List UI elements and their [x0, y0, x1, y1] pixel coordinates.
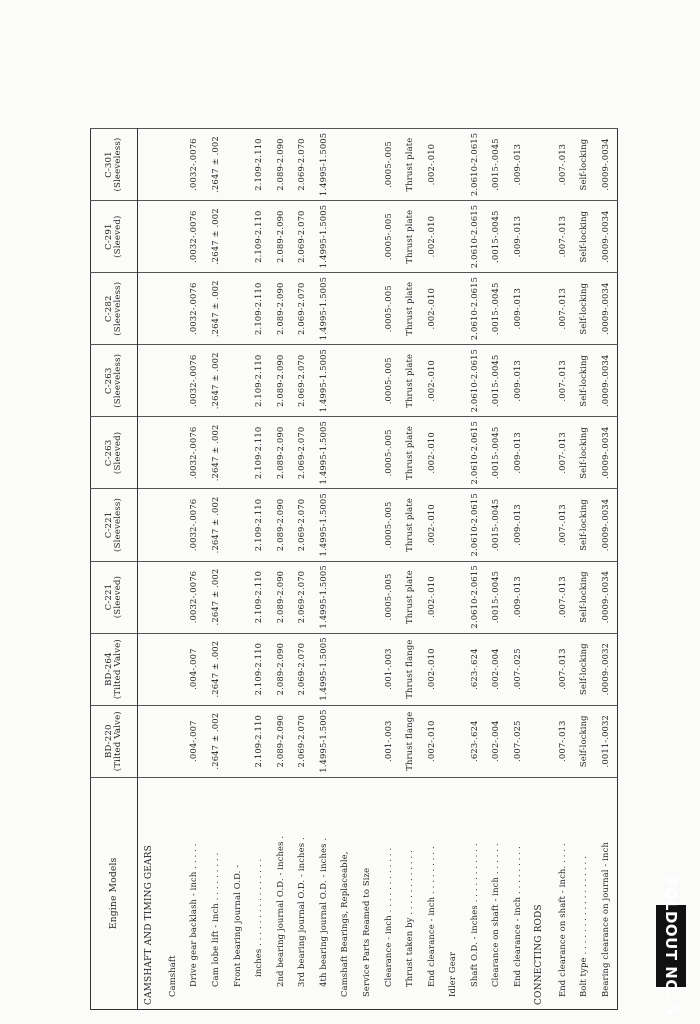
spec-value-cell: 2.109-2.110 [248, 705, 270, 777]
spec-value-cell [528, 633, 551, 705]
spec-value-cell: 2.109-2.110 [248, 417, 270, 489]
spec-value-cell: Self-locking [573, 129, 595, 201]
spec-value-cell: Self-locking [573, 273, 595, 345]
spec-value-cell [334, 345, 356, 417]
spec-value-cell [162, 345, 184, 417]
engine-model-variant: (Sleeveless) [113, 498, 123, 552]
spec-value-cell: .004-.007 [183, 633, 205, 705]
row-label: Shaft O.D. - inches . . . . . . . . . . . [464, 777, 486, 1009]
engine-model-name: C-263 [103, 439, 114, 467]
spec-value-cell [442, 273, 464, 345]
row-label: Idler Gear [442, 777, 464, 1009]
spec-value-cell: .007-.013 [551, 201, 573, 273]
spec-value-cell [138, 633, 162, 705]
spec-value-cell: Self-locking [573, 345, 595, 417]
table-row [248, 129, 270, 1010]
spec-value-cell: .009-.013 [507, 201, 529, 273]
spec-value-cell [334, 417, 356, 489]
spec-value-cell: .0015-.0045 [485, 129, 507, 201]
spec-value-cell: 1.4995-1.5005 [313, 489, 335, 561]
spec-value-cell [356, 273, 378, 345]
spec-value-cell: Self-locking [573, 417, 595, 489]
spec-value-cell [162, 489, 184, 561]
table-row [377, 129, 399, 1010]
spec-value-cell [138, 345, 162, 417]
spec-value-cell: .007-.025 [507, 705, 529, 777]
spec-value-cell: 2.069-2.070 [291, 201, 313, 273]
spec-value-cell: 2.0610-2.0615 [464, 489, 486, 561]
spec-value-cell [226, 633, 248, 705]
row-label: End clearance on shaft - inch. . . . . [551, 777, 573, 1009]
engine-model-header [91, 489, 138, 561]
spec-value-cell: .0005-.005 [377, 273, 399, 345]
spec-value-cell: .001-.003 [377, 633, 399, 705]
table-row [421, 129, 443, 1010]
spec-value-cell: 2.069-2.070 [291, 561, 313, 633]
spec-value-cell: 2.089-2.090 [270, 417, 292, 489]
spec-value-cell: Thrust plate [399, 561, 421, 633]
spec-value-cell: .007-.013 [551, 345, 573, 417]
table-body [138, 129, 618, 1010]
spec-value-cell [442, 705, 464, 777]
spec-value-cell: 1.4995-1.5005 [313, 417, 335, 489]
spec-value-cell: .007-.013 [551, 633, 573, 705]
spec-value-cell [442, 345, 464, 417]
foldout-tab [656, 876, 686, 1016]
spec-value-cell: 2.089-2.090 [270, 705, 292, 777]
spec-value-cell [528, 489, 551, 561]
spec-value-cell: .009-.013 [507, 561, 529, 633]
spec-value-cell: Thrust plate [399, 129, 421, 201]
spec-value-cell: .009-.013 [507, 273, 529, 345]
table-row [334, 129, 356, 1010]
engine-model-header [91, 273, 138, 345]
spec-value-cell: Self-locking [573, 705, 595, 777]
spec-value-cell [442, 129, 464, 201]
table-row [595, 129, 618, 1010]
row-label: Clearance on shaft - inch . . . . . . [485, 777, 507, 1009]
engine-model-variant: (Sleeved) [113, 215, 123, 258]
spec-value-cell [226, 201, 248, 273]
spec-value-cell: .623-.624 [464, 633, 486, 705]
spec-value-cell: Thrust plate [399, 489, 421, 561]
spec-value-cell: 2.089-2.090 [270, 345, 292, 417]
engine-model-variant: (Sleeveless) [113, 281, 123, 336]
spec-value-cell: .0032-.0076 [183, 489, 205, 561]
engine-model-name: C-282 [103, 295, 114, 323]
spec-value-cell: 2.089-2.090 [270, 633, 292, 705]
spec-value-cell [528, 561, 551, 633]
spec-value-cell: 2.089-2.090 [270, 561, 292, 633]
row-label: Cam lobe lift - inch . . . . . . . . . [205, 777, 227, 1009]
row-label: 4th bearing journal O.D. - inches . [313, 777, 335, 1009]
engine-model-header [91, 561, 138, 633]
spec-value-cell: .002-.010 [421, 273, 443, 345]
section-row [138, 129, 162, 1010]
spec-value-cell: 2.089-2.090 [270, 129, 292, 201]
spec-value-cell: 2.109-2.110 [248, 201, 270, 273]
spec-value-cell: 2.0610-2.0615 [464, 201, 486, 273]
spec-value-cell [528, 705, 551, 777]
spec-value-cell: .0005-.005 [377, 417, 399, 489]
spec-value-cell: 2.089-2.090 [270, 201, 292, 273]
spec-value-cell: 2.089-2.090 [270, 273, 292, 345]
spec-value-cell: 2.069-2.070 [291, 129, 313, 201]
spec-value-cell [334, 201, 356, 273]
spec-value-cell: 1.4995-1.5005 [313, 273, 335, 345]
spec-value-cell [528, 129, 551, 201]
spec-value-cell: 2.089-2.090 [270, 489, 292, 561]
spec-value-cell [528, 201, 551, 273]
table-header-row [91, 129, 138, 1010]
spec-value-cell: .0032-.0076 [183, 129, 205, 201]
spec-value-cell: 1.4995-1.5005 [313, 345, 335, 417]
spec-value-cell: .0005-.005 [377, 345, 399, 417]
spec-value-cell [356, 417, 378, 489]
spec-value-cell [356, 489, 378, 561]
engine-model-name: C-291 [103, 223, 114, 250]
spec-value-cell: .0015-.0045 [485, 489, 507, 561]
spec-value-cell: 2.0610-2.0615 [464, 561, 486, 633]
row-label: Bolt type . . . . . . . . . . . . . . . . . . [573, 777, 595, 1009]
engine-model-variant: (Sleeved) [113, 575, 123, 619]
spec-value-cell: .009-.013 [507, 345, 529, 417]
spec-value-cell: .0005-.005 [377, 201, 399, 273]
spec-value-cell [356, 705, 378, 777]
engine-model-name: BD-264 [103, 652, 114, 686]
row-label: Drive gear backlash - inch . . . . . [183, 777, 205, 1009]
row-label: End clearance - inch . . . . . . . . . [421, 777, 443, 1009]
spec-value-cell: Self-locking [573, 201, 595, 273]
engine-model-variant: (Tilted Valve) [113, 711, 123, 772]
spec-value-cell: 2.109-2.110 [248, 129, 270, 201]
spec-value-cell [528, 273, 551, 345]
spec-value-cell: .0032-.0076 [183, 417, 205, 489]
spec-value-cell: 1.4995-1.5005 [313, 129, 335, 201]
spec-value-cell: .623-.624 [464, 705, 486, 777]
spec-value-cell: .002-.010 [421, 345, 443, 417]
engine-model-variant: (Sleeveless) [113, 353, 123, 408]
spec-value-cell [162, 201, 184, 273]
spec-value-cell: .007-.013 [551, 489, 573, 561]
spec-value-cell [334, 273, 356, 345]
engine-model-name: C-301 [103, 151, 114, 178]
table-row [183, 129, 205, 1010]
table-row [464, 129, 486, 1010]
spec-value-cell [226, 489, 248, 561]
spec-value-cell [334, 129, 356, 201]
spec-value-cell: .0015-.0045 [485, 201, 507, 273]
spec-value-cell: 2.109-2.110 [248, 633, 270, 705]
spec-value-cell [442, 489, 464, 561]
spec-value-cell: .009-.013 [507, 489, 529, 561]
spec-value-cell: .002-.010 [421, 201, 443, 273]
spec-value-cell: 2.0610-2.0615 [464, 129, 486, 201]
spec-value-cell: 2.069-2.070 [291, 345, 313, 417]
spec-value-cell [528, 417, 551, 489]
spec-value-cell: Thrust plate [399, 417, 421, 489]
engine-model-header [91, 129, 138, 201]
table-row [270, 129, 292, 1010]
spec-value-cell: .2647 ± .002 [205, 489, 227, 561]
spec-value-cell [162, 129, 184, 201]
spec-value-cell [162, 273, 184, 345]
engine-model-variant: (Tilted Valve) [113, 639, 123, 700]
spec-value-cell: .0032-.0076 [183, 201, 205, 273]
spec-value-cell: .0015-.0045 [485, 345, 507, 417]
engine-model-variant: (Sleeveless) [113, 137, 123, 192]
spec-value-cell: .2647 ± .002 [205, 201, 227, 273]
spec-value-cell: .0009-.0034 [595, 561, 618, 633]
spec-value-cell [138, 201, 162, 273]
spec-value-cell: .0032-.0076 [183, 561, 205, 633]
engine-model-name: C-221 [103, 583, 114, 611]
spec-value-cell: 1.4995-1.5005 [313, 201, 335, 273]
row-label: Service Parts Reamed to Size [356, 777, 378, 1009]
spec-value-cell [334, 705, 356, 777]
spec-value-cell: .002-.010 [421, 129, 443, 201]
spec-value-cell [356, 561, 378, 633]
spec-value-cell: 2.069-2.070 [291, 489, 313, 561]
spec-value-cell: .002-.010 [421, 705, 443, 777]
engine-models-header: Engine Models [91, 777, 138, 1009]
spec-value-cell: 2.069-2.070 [291, 417, 313, 489]
spec-value-cell [138, 705, 162, 777]
spec-value-cell: Self-locking [573, 489, 595, 561]
spec-value-cell: .004-.007 [183, 705, 205, 777]
spec-value-cell: 2.109-2.110 [248, 273, 270, 345]
spec-value-cell: .007-.013 [551, 705, 573, 777]
engine-model-name: C-263 [103, 367, 114, 395]
spec-value-cell: .0005-.005 [377, 489, 399, 561]
table-row [226, 129, 248, 1010]
spec-value-cell: .2647 ± .002 [205, 705, 227, 777]
spec-value-cell: 1.4995-1.5005 [313, 705, 335, 777]
spec-value-cell: .0011-.0032 [595, 705, 618, 777]
spec-value-cell: .009-.013 [507, 417, 529, 489]
spec-value-cell: .001-.003 [377, 705, 399, 777]
table-row [573, 129, 595, 1010]
spec-value-cell [442, 201, 464, 273]
rotated-spec-sheet [90, 128, 618, 1010]
spec-value-cell: .002-.010 [421, 561, 443, 633]
spec-value-cell [226, 345, 248, 417]
table-row [442, 129, 464, 1010]
spec-value-cell: .0009-.0034 [595, 273, 618, 345]
foldout-label: FOLDOUT NO. 5 [662, 876, 681, 1016]
spec-value-cell: 1.4995-1.5005 [313, 633, 335, 705]
spec-value-cell: .0015-.0045 [485, 273, 507, 345]
spec-value-cell: .0009-.0034 [595, 201, 618, 273]
spec-value-cell [138, 273, 162, 345]
spec-value-cell: Thrust flange [399, 705, 421, 777]
table-row [399, 129, 421, 1010]
spec-value-cell: 2.0610-2.0615 [464, 417, 486, 489]
engine-model-header [91, 345, 138, 417]
spec-value-cell: .007-.013 [551, 417, 573, 489]
spec-value-cell: .2647 ± .002 [205, 345, 227, 417]
spec-value-cell: .002-.004 [485, 633, 507, 705]
spec-value-cell: .002-.010 [421, 633, 443, 705]
section-row [528, 129, 551, 1010]
spec-value-cell: .2647 ± .002 [205, 561, 227, 633]
spec-value-cell: .0009-.0034 [595, 417, 618, 489]
spec-value-cell: .007-.025 [507, 633, 529, 705]
row-label: Clearance - inch . . . . . . . . . . . . [377, 777, 399, 1009]
spec-value-cell: Self-locking [573, 633, 595, 705]
spec-value-cell [162, 705, 184, 777]
engine-model-name: C-221 [103, 511, 114, 539]
engine-model-header [91, 705, 138, 777]
engine-model-header [91, 417, 138, 489]
table-row [356, 129, 378, 1010]
spec-value-cell [356, 633, 378, 705]
spec-value-cell: Thrust plate [399, 345, 421, 417]
spec-value-cell: .0005-.005 [377, 561, 399, 633]
engine-model-name: BD-220 [103, 724, 114, 758]
spec-value-cell [442, 417, 464, 489]
spec-value-cell: Thrust flange [399, 633, 421, 705]
spec-value-cell [334, 489, 356, 561]
spec-value-cell [226, 417, 248, 489]
spec-value-cell: .007-.013 [551, 273, 573, 345]
spec-value-cell: 1.4995-1.5005 [313, 561, 335, 633]
spec-value-cell [138, 129, 162, 201]
spec-value-cell [442, 561, 464, 633]
spec-value-cell: .002-.010 [421, 417, 443, 489]
spec-value-cell: .0032-.0076 [183, 345, 205, 417]
spec-value-cell: Thrust plate [399, 201, 421, 273]
spec-value-cell [226, 705, 248, 777]
row-label: CAMSHAFT AND TIMING GEARS [138, 777, 162, 1009]
spec-value-cell: 2.0610-2.0615 [464, 345, 486, 417]
table-row [162, 129, 184, 1010]
spec-value-cell: .009-.013 [507, 129, 529, 201]
spec-value-cell: .007-.013 [551, 561, 573, 633]
spec-value-cell: .002-.004 [485, 705, 507, 777]
spec-value-cell: 2.069-2.070 [291, 633, 313, 705]
table-row [205, 129, 227, 1010]
row-label: Camshaft [162, 777, 184, 1009]
spec-value-cell [356, 345, 378, 417]
spec-value-cell: .2647 ± .002 [205, 129, 227, 201]
spec-value-cell [226, 273, 248, 345]
spec-value-cell [334, 633, 356, 705]
table-row [507, 129, 529, 1010]
table-row [485, 129, 507, 1010]
spec-value-cell: .0009-.0034 [595, 489, 618, 561]
spec-value-cell: 2.069-2.070 [291, 273, 313, 345]
spec-value-cell: .0032-.0076 [183, 273, 205, 345]
row-label: 3rd bearing journal O.D. - inches . [291, 777, 313, 1009]
spec-value-cell: .2647 ± .002 [205, 273, 227, 345]
row-label: inches . . . . . . . . . . . . . . . . [248, 777, 270, 1009]
spec-value-cell: 2.109-2.110 [248, 561, 270, 633]
spec-value-cell: .0005-.005 [377, 129, 399, 201]
table-row [291, 129, 313, 1010]
spec-value-cell [334, 561, 356, 633]
spec-value-cell [138, 489, 162, 561]
spec-value-cell: .002-.010 [421, 489, 443, 561]
spec-value-cell: .0009-.0034 [595, 129, 618, 201]
spec-value-cell: Thrust plate [399, 273, 421, 345]
spec-value-cell [162, 417, 184, 489]
row-label: Front bearing journal O.D. - [226, 777, 248, 1009]
spec-value-cell [226, 129, 248, 201]
spec-value-cell [138, 417, 162, 489]
row-label: Bearing clearance on journal - inch [595, 777, 618, 1009]
spec-value-cell: .2647 ± .002 [205, 633, 227, 705]
spec-value-cell [162, 561, 184, 633]
table-row [551, 129, 573, 1010]
row-label: CONNECTING RODS [528, 777, 551, 1009]
spec-value-cell [356, 201, 378, 273]
spec-value-cell [138, 561, 162, 633]
engine-model-header [91, 633, 138, 705]
spec-value-cell [442, 633, 464, 705]
row-label: 2nd bearing journal O.D. - inches . [270, 777, 292, 1009]
spec-value-cell: .0015-.0045 [485, 417, 507, 489]
spec-value-cell [226, 561, 248, 633]
spec-value-cell: 2.069-2.070 [291, 705, 313, 777]
spec-value-cell: .0015-.0045 [485, 561, 507, 633]
spec-value-cell: .0009-.0032 [595, 633, 618, 705]
engine-spec-table [90, 128, 618, 1010]
engine-model-variant: (Sleeved) [113, 431, 123, 475]
spec-value-cell: .2647 ± .002 [205, 417, 227, 489]
row-label: Camshaft Bearings, Replaceable, [334, 777, 356, 1009]
spec-value-cell [162, 633, 184, 705]
spec-value-cell: .007-.013 [551, 129, 573, 201]
spec-value-cell: 2.0610-2.0615 [464, 273, 486, 345]
spec-value-cell [528, 345, 551, 417]
spec-value-cell [356, 129, 378, 201]
spec-value-cell: .0009-.0034 [595, 345, 618, 417]
engine-model-header [91, 201, 138, 273]
spec-value-cell: 2.109-2.110 [248, 345, 270, 417]
row-label: End clearance - inch . . . . . . . . . [507, 777, 529, 1009]
row-label: Thrust taken by . . . . . . . . . . . . [399, 777, 421, 1009]
table-row [313, 129, 335, 1010]
spec-value-cell: 2.109-2.110 [248, 489, 270, 561]
spec-value-cell: Self-locking [573, 561, 595, 633]
